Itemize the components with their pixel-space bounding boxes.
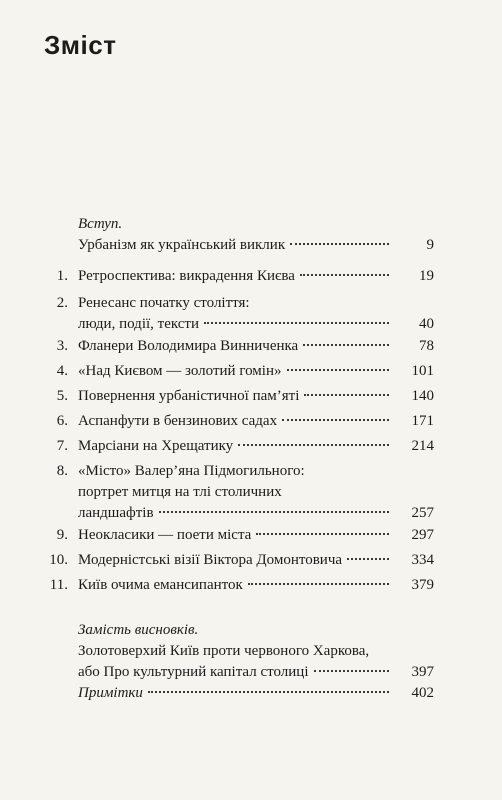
toc-page-number: 140 <box>411 388 434 404</box>
chapter-number: 2. <box>56 295 68 311</box>
dot-leader <box>282 418 389 421</box>
chapter-number: 6. <box>56 413 68 429</box>
chapter-number: 11. <box>49 577 68 593</box>
toc-conclusion-title: Золотоверхий Київ проти червоного Харкова, <box>78 643 370 659</box>
chapter-number: 7. <box>56 438 68 454</box>
toc-notes-label: Примітки <box>78 685 143 701</box>
dot-leader <box>159 510 389 513</box>
dot-leader <box>303 343 389 346</box>
chapter-title: Фланери Володимира Винниченка <box>78 338 299 354</box>
toc-intro-title: Урбанізм як український виклик <box>78 237 286 253</box>
toc-intro-label: Вступ. <box>78 216 123 232</box>
chapter-number: 3. <box>56 338 68 354</box>
toc-page-number: 397 <box>411 664 434 680</box>
dot-leader <box>204 321 389 324</box>
chapter-title: Ретроспектива: викрадення Києва <box>78 268 295 284</box>
chapter-number: 9. <box>56 527 68 543</box>
toc-page-number: 334 <box>411 552 434 568</box>
chapter-title: Модерністські візії Віктора Домонтовича <box>78 552 343 568</box>
chapter-number: 4. <box>56 363 68 379</box>
chapter-number: 5. <box>56 388 68 404</box>
toc-conclusion-title-continued: або Про культурний капітал столиці <box>78 664 309 680</box>
chapter-number: 10. <box>49 552 68 568</box>
toc-page-number: 257 <box>411 505 434 521</box>
dot-leader <box>304 393 389 396</box>
chapter-title: «Місто» Валер’яна Підмогильного: <box>78 463 305 479</box>
toc-page-number: 78 <box>419 338 434 354</box>
chapter-title: «Над Києвом — золотий гомін» <box>78 363 282 379</box>
dot-leader <box>256 532 389 535</box>
chapter-title-continued: портрет митця на тлі столичних <box>78 484 282 500</box>
dot-leader <box>347 557 389 560</box>
chapter-title: Ренесанс початку століття: <box>78 295 250 311</box>
toc-page-number: 9 <box>426 237 434 253</box>
toc-page-number: 40 <box>419 316 434 332</box>
dot-leader <box>290 242 389 245</box>
toc-page-number: 402 <box>411 685 434 701</box>
chapter-title: Аспанфути в бензинових садах <box>78 413 278 429</box>
dot-leader <box>314 669 390 672</box>
dot-leader <box>148 690 389 693</box>
toc-page-number: 297 <box>411 527 434 543</box>
chapter-title-continued: ландшафтів <box>78 505 154 521</box>
dot-leader <box>238 443 389 446</box>
toc-page-number: 379 <box>411 577 434 593</box>
toc-page-number: 214 <box>411 438 434 454</box>
chapter-title: Київ очима емансипанток <box>78 577 243 593</box>
dot-leader <box>248 582 389 585</box>
chapter-title: Марсіани на Хрещатику <box>78 438 234 454</box>
toc-page-number: 19 <box>419 268 434 284</box>
chapter-title-continued: люди, події, тексти <box>78 316 200 332</box>
toc-page-number: 171 <box>411 413 434 429</box>
toc-page-number: 101 <box>411 363 434 379</box>
chapter-number: 1. <box>56 268 68 284</box>
toc-conclusion-label: Замість висновків. <box>78 622 199 638</box>
dot-leader <box>287 368 390 371</box>
chapter-title: Повернення урбаністичної пам’яті <box>78 388 300 404</box>
chapter-number: 8. <box>56 463 68 479</box>
dot-leader <box>300 273 389 276</box>
chapter-title: Неокласики — поети міста <box>78 527 252 543</box>
page-title: Зміст <box>44 30 117 60</box>
